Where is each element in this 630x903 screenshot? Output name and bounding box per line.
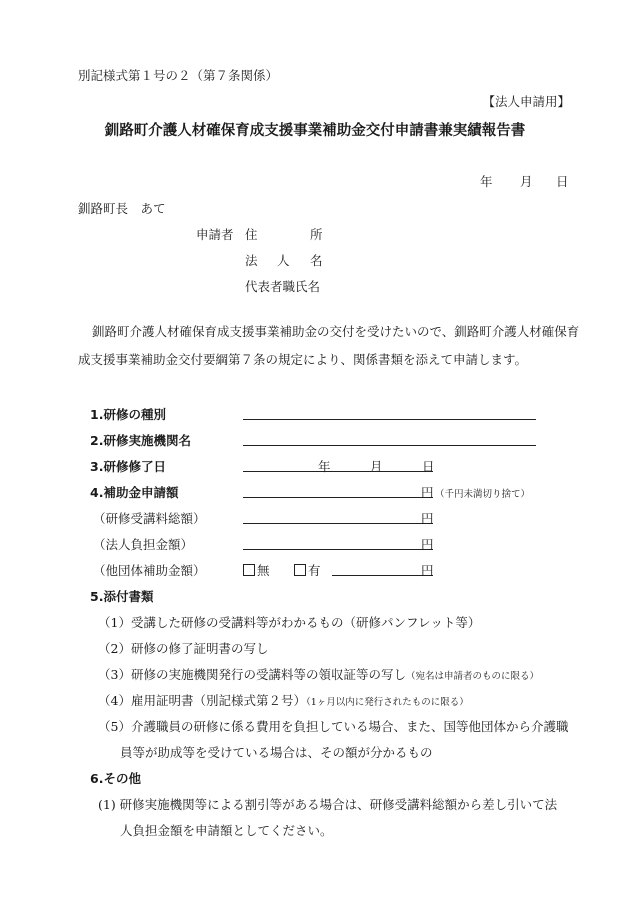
corp-name-label-2: 人 [277, 253, 290, 268]
none-label: 無 [257, 563, 270, 578]
completion-date-label: 3.研修修了日 [90, 459, 166, 474]
form-number: 別記様式第１号の２（第７条関係） [78, 68, 279, 83]
corp-burden-line [243, 549, 433, 550]
attachment-item-4 [98, 691, 469, 709]
training-type-label: 1.研修の種別 [90, 407, 166, 422]
other-subsidy-line [332, 575, 433, 576]
other-note-line2: 人負担金額を申請額としてください。 [120, 823, 333, 838]
attachments-heading: 5.添付書類 [90, 589, 154, 604]
corp-burden-label: （法人負担金額） [93, 537, 194, 552]
addressee: 釧路町長 あて [78, 201, 166, 216]
total-fee-line [243, 523, 433, 524]
attachment-item-5-line2: 員等が助成等を受けている場合は、その額が分かるもの [120, 745, 433, 760]
date-month-label: 月 [520, 174, 533, 189]
completion-year-label: 年 [318, 459, 331, 474]
total-fee-label: （研修受講料総額） [93, 511, 206, 526]
corp-name-label-3: 名 [310, 253, 323, 268]
form-type-label: 【法人申請用】 [482, 94, 570, 109]
checkbox-exists[interactable] [294, 564, 306, 576]
attachment-item-5-line1: （5）介護職員の研修に係る費用を負担している場合、また、国等他団体から介護職 [98, 719, 569, 734]
checkbox-none[interactable] [243, 564, 255, 576]
completion-day-label: 日 [422, 459, 435, 474]
attachment-item-3-note: （宛名は申請者のものに限る） [405, 671, 539, 682]
date-year-label: 年 [480, 174, 493, 189]
corp-burden-yen: 円 [421, 537, 434, 552]
exists-option[interactable] [294, 561, 321, 579]
applicant-label: 申請者 [196, 227, 234, 242]
total-fee-yen: 円 [421, 511, 434, 526]
representative-label: 代表者職氏名 [245, 279, 321, 294]
attachment-item-1: （1）受講した研修の受講料等がわかるもの（研修パンフレット等） [98, 615, 481, 630]
completion-date-line [243, 471, 433, 472]
address-label-1: 住 [245, 227, 258, 242]
training-type-line [243, 419, 536, 420]
attachment-item-4-note: （1ヶ月以内に発行されたものに限る） [305, 697, 469, 708]
other-subsidy-label: （他団体補助金額） [93, 563, 206, 578]
other-heading: 6.その他 [90, 771, 141, 786]
institution-label: 2.研修実施機関名 [90, 433, 191, 448]
subsidy-amount-line [243, 497, 433, 498]
corp-name-label-1: 法 [245, 253, 258, 268]
none-option[interactable] [243, 561, 270, 579]
rounding-note: （千円未満切り捨て） [435, 489, 531, 500]
document-title: 釧路町介護人材確保育成支援事業補助金交付申請書兼実績報告書 [104, 123, 526, 139]
subsidy-amount-label: 4.補助金申請額 [90, 485, 179, 500]
exists-label: 有 [308, 563, 321, 578]
address-label-2: 所 [310, 227, 323, 242]
attachment-item-3 [98, 665, 539, 683]
attachment-item-4-text: （4）雇用証明書（別記様式第２号） [98, 693, 306, 708]
other-note-line1: (1) 研修実施機関等による割引等がある場合は、研修受講料総額から差し引いて法 [98, 797, 558, 812]
attachment-item-3-text: （3）研修の実施機関発行の受講料等の領収証等の写し [98, 667, 406, 682]
institution-line [243, 445, 536, 446]
body-paragraph: 釧路町介護人材確保育成支援事業補助金の交付を受けたいので、釧路町介護人材確保育成支援事業補助金交付要綱第７条の規定により、関係書類を添えて申請します。 [78, 324, 580, 367]
subsidy-yen: 円 [421, 485, 434, 500]
date-day-label: 日 [556, 174, 569, 189]
completion-month-label: 月 [370, 459, 383, 474]
other-subsidy-yen: 円 [421, 563, 434, 578]
attachment-item-2: （2）研修の修了証明書の写し [98, 641, 269, 656]
